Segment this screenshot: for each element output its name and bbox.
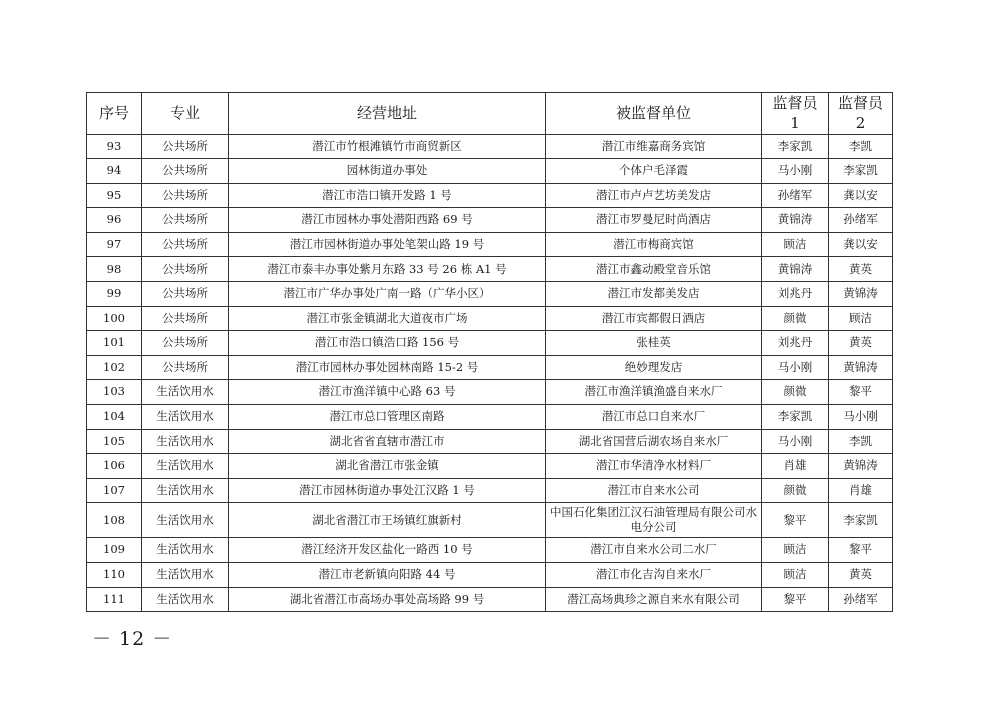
cell-address: 潜江市园林办事处园林南路 15-2 号	[229, 355, 546, 380]
cell-supervisor-1: 马小刚	[762, 355, 829, 380]
cell-unit: 个体户毛泽霞	[546, 159, 762, 184]
cell-address: 潜江市老新镇向阳路 44 号	[229, 563, 546, 588]
table-row	[87, 503, 893, 538]
cell-unit: 潜江市自来水公司二水厂	[546, 538, 762, 563]
cell-supervisor-2: 黄英	[829, 563, 893, 588]
cell-address: 潜江经济开发区盐化一路西 10 号	[229, 538, 546, 563]
cell-category: 生活饮用水	[142, 454, 229, 479]
cell-supervisor-1: 黎平	[762, 587, 829, 612]
cell-supervisor-2: 马小刚	[829, 405, 893, 430]
cell-unit: 潜江市维嘉商务宾馆	[546, 134, 762, 159]
table-row	[87, 405, 893, 430]
cell-category: 公共场所	[142, 159, 229, 184]
cell-supervisor-2: 李凯	[829, 134, 893, 159]
cell-category: 公共场所	[142, 232, 229, 257]
cell-supervisor-2: 黄英	[829, 331, 893, 356]
table-row	[87, 306, 893, 331]
cell-unit: 中国石化集团江汉石油管理局有限公司水电分公司	[546, 503, 762, 538]
cell-supervisor-2: 孙绪军	[829, 208, 893, 233]
cell-supervisor-2: 李凯	[829, 429, 893, 454]
header-supervisor-1: 监督员 1	[762, 93, 829, 135]
cell-index: 105	[87, 429, 142, 454]
cell-index: 107	[87, 478, 142, 503]
cell-unit: 张桂英	[546, 331, 762, 356]
cell-supervisor-2: 李家凯	[829, 159, 893, 184]
cell-unit: 湖北省国营后湖农场自来水厂	[546, 429, 762, 454]
header-address: 经营地址	[229, 93, 546, 135]
cell-unit: 潜江市卢卢艺坊美发店	[546, 183, 762, 208]
cell-supervisor-2: 龚以安	[829, 232, 893, 257]
cell-address: 湖北省潜江市王场镇红旗新村	[229, 503, 546, 538]
cell-address: 潜江市泰丰办事处紫月东路 33 号 26 栋 A1 号	[229, 257, 546, 282]
cell-category: 生活饮用水	[142, 503, 229, 538]
cell-category: 生活饮用水	[142, 478, 229, 503]
table-row	[87, 232, 893, 257]
table-row	[87, 159, 893, 184]
cell-unit: 潜江市总口自来水厂	[546, 405, 762, 430]
cell-index: 98	[87, 257, 142, 282]
table-row	[87, 208, 893, 233]
cell-supervisor-1: 顾洁	[762, 232, 829, 257]
cell-supervisor-1: 肖雄	[762, 454, 829, 479]
cell-address: 潜江市竹根滩镇竹市商贸新区	[229, 134, 546, 159]
cell-category: 公共场所	[142, 306, 229, 331]
cell-supervisor-1: 顾洁	[762, 538, 829, 563]
cell-index: 96	[87, 208, 142, 233]
cell-supervisor-1: 黎平	[762, 503, 829, 538]
cell-unit: 潜江市罗曼尼时尚酒店	[546, 208, 762, 233]
cell-supervisor-2: 黄英	[829, 257, 893, 282]
header-index: 序号	[87, 93, 142, 135]
cell-unit: 潜江市华清净水材料厂	[546, 454, 762, 479]
table-row	[87, 282, 893, 307]
cell-supervisor-1: 黄锦涛	[762, 257, 829, 282]
cell-index: 93	[87, 134, 142, 159]
cell-supervisor-1: 李家凯	[762, 134, 829, 159]
cell-index: 103	[87, 380, 142, 405]
cell-supervisor-1: 刘兆丹	[762, 331, 829, 356]
cell-supervisor-1: 马小刚	[762, 429, 829, 454]
cell-supervisor-1: 马小刚	[762, 159, 829, 184]
table-row	[87, 538, 893, 563]
cell-unit: 潜江市梅商宾馆	[546, 232, 762, 257]
cell-supervisor-1: 孙绪军	[762, 183, 829, 208]
table-row	[87, 355, 893, 380]
cell-category: 生活饮用水	[142, 429, 229, 454]
cell-address: 潜江市园林办事处潜阳西路 69 号	[229, 208, 546, 233]
cell-index: 109	[87, 538, 142, 563]
cell-supervisor-1: 颜微	[762, 380, 829, 405]
cell-category: 公共场所	[142, 208, 229, 233]
cell-unit: 潜江市宾都假日酒店	[546, 306, 762, 331]
cell-address: 潜江市园林街道办事处笔架山路 19 号	[229, 232, 546, 257]
cell-index: 108	[87, 503, 142, 538]
cell-address: 湖北省潜江市高场办事处高场路 99 号	[229, 587, 546, 612]
table-row	[87, 429, 893, 454]
cell-supervisor-2: 黄锦涛	[829, 282, 893, 307]
cell-unit: 潜江市渔洋镇渔盛自来水厂	[546, 380, 762, 405]
cell-supervisor-2: 黎平	[829, 538, 893, 563]
cell-unit: 绝妙理发店	[546, 355, 762, 380]
cell-supervisor-2: 黄锦涛	[829, 454, 893, 479]
table-row	[87, 563, 893, 588]
cell-category: 生活饮用水	[142, 405, 229, 430]
cell-address: 潜江市浩口镇开发路 1 号	[229, 183, 546, 208]
table-row	[87, 134, 893, 159]
cell-unit: 潜江市鑫动殿堂音乐馆	[546, 257, 762, 282]
cell-address: 潜江市园林街道办事处江汉路 1 号	[229, 478, 546, 503]
cell-index: 99	[87, 282, 142, 307]
cell-supervisor-2: 李家凯	[829, 503, 893, 538]
cell-unit: 潜江市自来水公司	[546, 478, 762, 503]
header-unit: 被监督单位	[546, 93, 762, 135]
cell-supervisor-2: 顾洁	[829, 306, 893, 331]
cell-address: 潜江市总口管理区南路	[229, 405, 546, 430]
table-header-row	[87, 93, 893, 135]
cell-index: 100	[87, 306, 142, 331]
cell-address: 湖北省省直辖市潜江市	[229, 429, 546, 454]
cell-supervisor-1: 刘兆丹	[762, 282, 829, 307]
cell-category: 公共场所	[142, 331, 229, 356]
cell-category: 生活饮用水	[142, 587, 229, 612]
table-row	[87, 331, 893, 356]
cell-category: 生活饮用水	[142, 538, 229, 563]
cell-address: 潜江市浩口镇浩口路 156 号	[229, 331, 546, 356]
cell-supervisor-2: 黄锦涛	[829, 355, 893, 380]
cell-supervisor-2: 肖雄	[829, 478, 893, 503]
table-row	[87, 587, 893, 612]
cell-address: 潜江市张金镇湖北大道夜市广场	[229, 306, 546, 331]
cell-category: 公共场所	[142, 282, 229, 307]
cell-index: 95	[87, 183, 142, 208]
cell-supervisor-2: 黎平	[829, 380, 893, 405]
table-row	[87, 380, 893, 405]
cell-category: 生活饮用水	[142, 380, 229, 405]
table-row	[87, 478, 893, 503]
cell-address: 潜江市广华办事处广南一路（广华小区）	[229, 282, 546, 307]
table-row	[87, 257, 893, 282]
cell-category: 公共场所	[142, 183, 229, 208]
cell-category: 公共场所	[142, 134, 229, 159]
cell-supervisor-1: 颜微	[762, 306, 829, 331]
header-supervisor-2: 监督员 2	[829, 93, 893, 135]
table-row	[87, 454, 893, 479]
supervision-table	[86, 92, 893, 612]
cell-supervisor-1: 顾洁	[762, 563, 829, 588]
cell-index: 97	[87, 232, 142, 257]
cell-address: 湖北省潜江市张金镇	[229, 454, 546, 479]
cell-address: 园林街道办事处	[229, 159, 546, 184]
cell-index: 94	[87, 159, 142, 184]
cell-supervisor-1: 黄锦涛	[762, 208, 829, 233]
cell-supervisor-2: 龚以安	[829, 183, 893, 208]
cell-index: 111	[87, 587, 142, 612]
cell-unit: 潜江市发都美发店	[546, 282, 762, 307]
cell-category: 公共场所	[142, 257, 229, 282]
cell-index: 102	[87, 355, 142, 380]
cell-category: 生活饮用水	[142, 563, 229, 588]
cell-address: 潜江市渔洋镇中心路 63 号	[229, 380, 546, 405]
cell-index: 106	[87, 454, 142, 479]
cell-unit: 潜江高场典珍之源自来水有限公司	[546, 587, 762, 612]
cell-index: 101	[87, 331, 142, 356]
cell-index: 110	[87, 563, 142, 588]
cell-supervisor-2: 孙绪军	[829, 587, 893, 612]
cell-supervisor-1: 李家凯	[762, 405, 829, 430]
table-row	[87, 183, 893, 208]
cell-category: 公共场所	[142, 355, 229, 380]
cell-unit: 潜江市化吉沟自来水厂	[546, 563, 762, 588]
cell-supervisor-1: 颜微	[762, 478, 829, 503]
header-category: 专业	[142, 93, 229, 135]
page-number: － 12 －	[92, 628, 173, 650]
cell-index: 104	[87, 405, 142, 430]
